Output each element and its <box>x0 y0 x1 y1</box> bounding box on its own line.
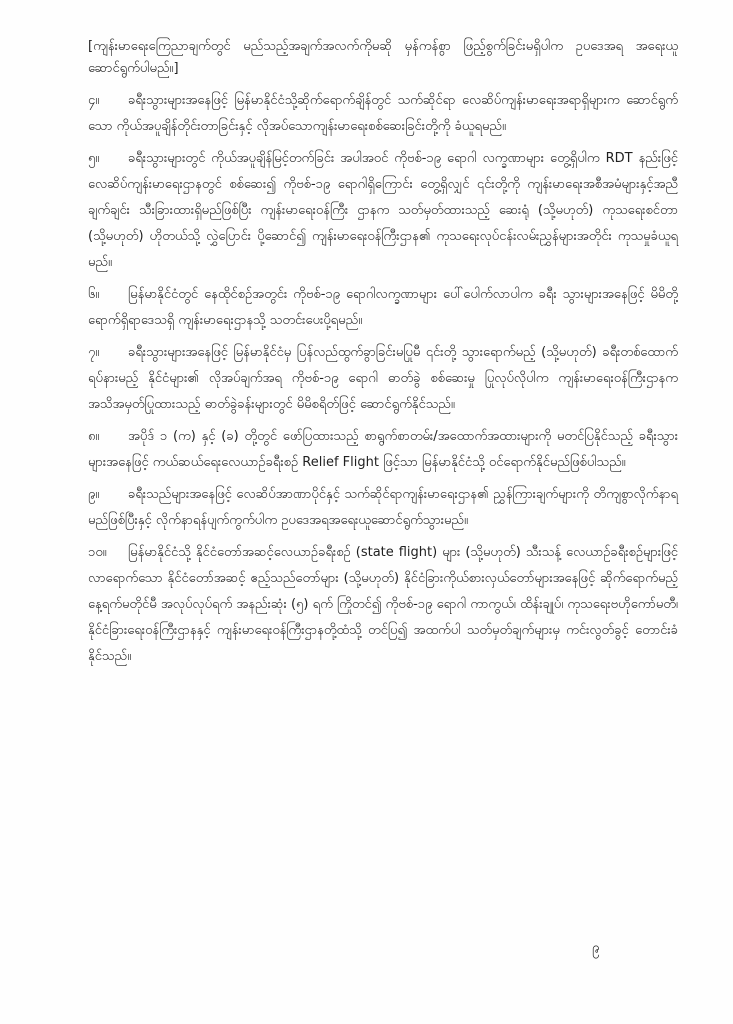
paragraph-7 <box>88 340 678 418</box>
paragraph-number: ၈။ <box>88 429 100 444</box>
paragraph-number: ၇။ <box>88 345 100 360</box>
paragraph-text: ခရီးသည်များအနေဖြင့် လေဆိပ်အာဏာပိုင်နှင့် သက်ဆိုင်ရာကျန်းမာရေးဌာန၏ ညွှန်ကြားချက်များကို တိကျစွာလိုက်နာရမည်ဖြစ်ပြီးနှင့် လိုက်နာရန်ပျက်ကွက်ပါက ဥပဒေအရအရေးယူဆောင်ရွက်သွားမည်။ <box>88 487 678 528</box>
paragraph-10 <box>88 540 678 670</box>
paragraph-6 <box>88 282 678 334</box>
paragraph-number: ၄။ <box>88 93 100 108</box>
paragraph-text: မြန်မာနိုင်ငံသို့ နိုင်ငံတော်အဆင့်လေယာဉ်ခရီးစဉ် (state flight) များ (သို့မဟုတ်) သီးသန့် လေယာဉ်ခရီးစဉ်များဖြင့် လာရောက်သော နိုင်ငံတော်အဆင့် ဧည့်သည်တော်များ (သို့မဟုတ်) နိုင်ငံခြားကိုယ်စားလှယ်တော်များအနေဖြင့် ဆိုက်ရောက်မည့် နေ့ရက်မတိုင်မီ အလုပ်လုပ်ရက် အနည်းဆုံး (၅) ရက် ကြိုတင်၍ ကိုဗစ်-၁၉ ရောဂါ ကာကွယ်၊ ထိန်းချုပ်၊ ကုသရေးဗဟိုကော်မတီ၊ နိုင်ငံခြားရေးဝန်ကြီးဌာနနှင့် ကျန်းမာရေးဝန်ကြီးဌာနတို့ထံသို့ တင်ပြ၍ အထက်ပါ သတ်မှတ်ချက်များမှ ကင်းလွတ်ခွင့် တောင်းခံနိုင်သည်။ <box>88 545 678 664</box>
paragraph-number: ၉။ <box>88 487 100 502</box>
declaration-note: [ကျန်းမာရေးကြေညာချက်တွင် မည်သည့်အချက်အလက်ကိုမဆို မှန်ကန်စွာ ဖြည့်စွက်ခြင်းမရှိပါက ဥပဒေအရ အရေးယူဆောင်ရွက်ပါမည်။] <box>88 39 678 76</box>
paragraph-9 <box>88 482 678 534</box>
paragraph-text: ခရီးသွားများတွင် ကိုယ်အပူချိန်မြင့်တက်ခြင်း အပါအဝင် ကိုဗစ်-၁၉ ရောဂါ လက္ခဏာများ တွေ့ရှိပါက RDT နည်းဖြင့် လေဆိပ်ကျန်းမာရေးဌာနတွင် စစ်ဆေး၍ ကိုဗစ်-၁၉ ရောဂါရှိကြောင်း တွေ့ရှိလျှင် ၎င်းတို့ကို ကျန်းမာရေးအစီအမံများနှင့်အညီ ချက်ချင်း သီးခြားထားရှိမည်ဖြစ်ပြီး ကျန်းမာရေးဝန်ကြီး ဌာနက သတ်မှတ်ထားသည့် ဆေးရုံ (သို့မဟုတ်) ကုသရေးစင်တာ (သို့မဟုတ်) ဟိုတယ်သို့ လွှဲပြောင်း ပို့ဆောင်၍ ကျန်းမာရေးဝန်ကြီးဌာန၏ ကုသရေးလုပ်ငန်းလမ်းညွှန်များအတိုင်း ကုသမှုခံယူရမည်။ <box>88 151 678 270</box>
paragraph-number: ၁၀။ <box>88 545 107 560</box>
paragraph-text: ခရီးသွားများအနေဖြင့် မြန်မာနိုင်ငံမှ ပြန်လည်ထွက်ခွာခြင်းမပြုမီ ၎င်းတို့ သွားရောက်မည့် (သို့မဟုတ်) ခရီးတစ်ထောက်ရပ်နားမည့် နိုင်ငံများ၏ လိုအပ်ချက်အရ ကိုဗစ်-၁၉ ရောဂါ ဓာတ်ခွဲ စစ်ဆေးမှု ပြုလုပ်လိုပါက ကျန်းမာရေးဝန်ကြီးဌာနက အသိအမှတ်ပြုထားသည့် ဓာတ်ခွဲခန်းများတွင် မိမိစရိတ်ဖြင့် ဆောင်ရွက်နိုင်သည်။ <box>88 345 678 412</box>
paragraph-5 <box>88 146 678 276</box>
paragraph-number: ၆။ <box>88 287 100 302</box>
paragraph-4 <box>88 88 678 140</box>
document-body <box>88 36 678 676</box>
paragraph-text: မြန်မာနိုင်ငံတွင် နေထိုင်စဉ်အတွင်း ကိုဗစ်-၁၉ ရောဂါလက္ခဏာများ ပေါ်ပေါက်လာပါက ခရီး သွားများအနေဖြင့် မိမိတို့ရောက်ရှိရာဒေသရှိ ကျန်းမာရေးဌာနသို့ သတင်းပေးပို့ရမည်။ <box>88 287 678 328</box>
paragraph-text: ခရီးသွားများအနေဖြင့် မြန်မာနိုင်ငံသို့ဆိုက်ရောက်ချိန်တွင် သက်ဆိုင်ရာ လေဆိပ်ကျန်းမာရေးအရာရှိများက ဆောင်ရွက်သော ကိုယ်အပူချိန်တိုင်းတာခြင်းနှင့် လိုအပ်သောကျန်းမာရေးစစ်ဆေးခြင်းတို့ကို ခံယူရမည်။ <box>88 93 678 134</box>
paragraph-8 <box>88 424 678 476</box>
page-number: ၉ <box>592 940 600 956</box>
paragraph-text: အပိုဒ် ၁ (က) နှင့် (ခ) တို့တွင် ဖော်ပြထားသည့် စာရွက်စာတမ်း/အထောက်အထားများကို မတင်ပြနိုင်သည့် ခရီးသွားများအနေဖြင့် ကယ်ဆယ်ရေးလေယာဉ်ခရီးစဉ် Relief Flight ဖြင့်သာ မြန်မာနိုင်ငံသို့ ဝင်ရောက်နိုင်မည်ဖြစ်ပါသည်။ <box>88 429 678 470</box>
paragraph-number: ၅။ <box>88 151 100 166</box>
